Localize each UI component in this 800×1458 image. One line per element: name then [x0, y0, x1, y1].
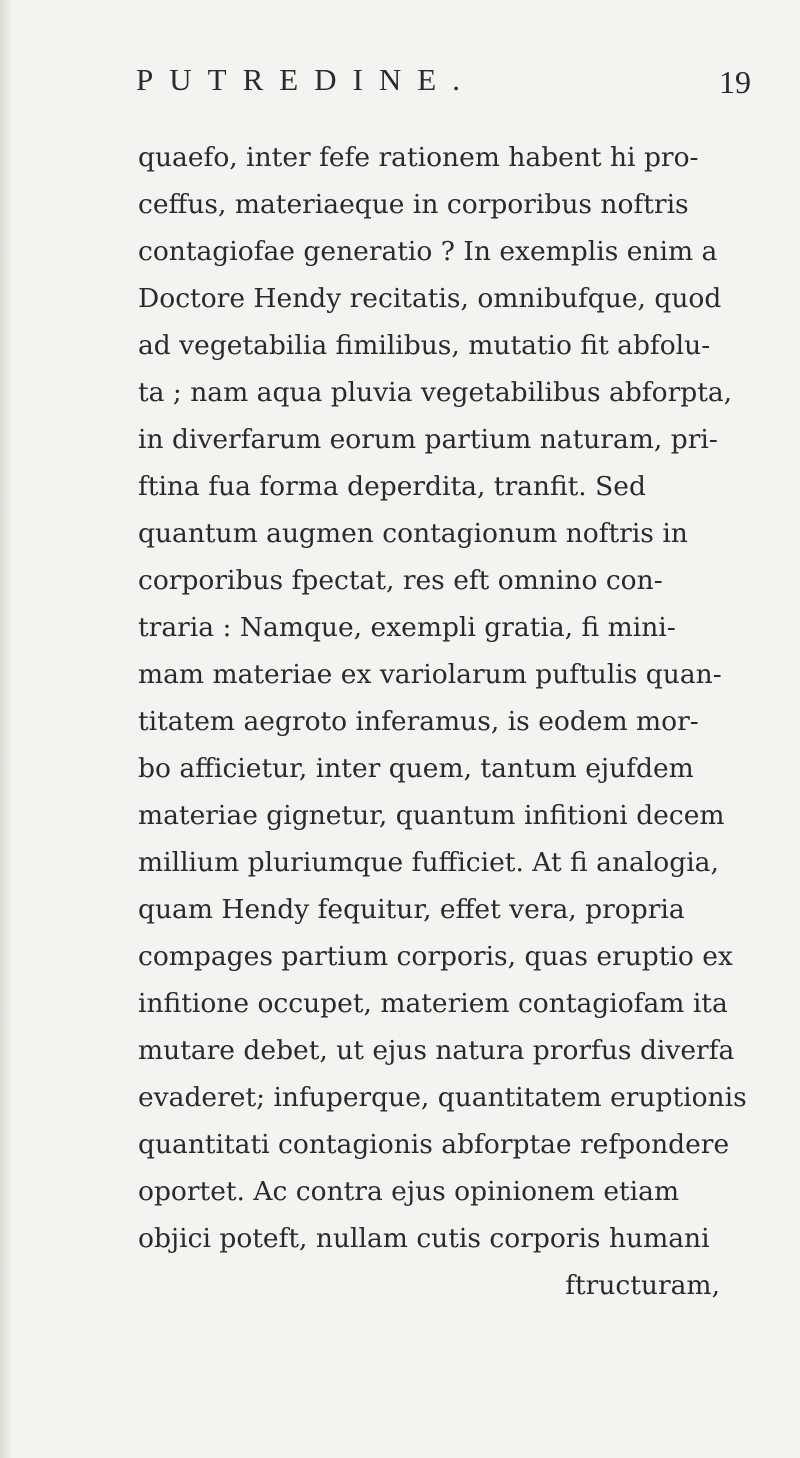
text-line: evaderet; infuperque, quantitatem eruptionis	[138, 1082, 747, 1113]
text-line: bo afficietur, inter quem, tantum ejufdem	[138, 753, 694, 784]
text-line: titatem aegroto inferamus, is eodem mor-	[138, 706, 699, 737]
text-line: mutare debet, ut ejus natura prorfus diverfa	[138, 1035, 735, 1066]
catchword: ftructuram,	[565, 1270, 720, 1301]
page-header	[0, 0, 800, 120]
text-line: mam materiae ex variolarum puftulis quan-	[138, 659, 722, 690]
text-line: oportet. Ac contra ejus opinionem etiam	[138, 1176, 680, 1207]
text-line: quam Hendy fequitur, effet vera, propria	[138, 894, 685, 925]
text-line: quaefo, inter fefe rationem habent hi pro-	[138, 142, 699, 173]
text-line: ad vegetabilia fimilibus, mutatio fit abfolu-	[138, 330, 711, 361]
body-text	[138, 134, 788, 1309]
text-line: corporibus fpectat, res eft omnino con-	[138, 565, 663, 596]
text-line: contagiofae generatio ? In exemplis enim a	[138, 236, 718, 267]
text-line: ta ; nam aqua pluvia vegetabilibus abforpta,	[138, 377, 733, 408]
text-line: traria : Namque, exempli gratia, fi mini-	[138, 612, 676, 643]
text-line: ceffus, materiaeque in corporibus noftris	[138, 189, 689, 220]
text-line: ftina fua forma deperdita, tranfit. Sed	[138, 471, 646, 502]
running-title: PUTREDINE.	[136, 62, 476, 97]
text-line: objici poteft, nullam cutis corporis humani	[138, 1223, 710, 1254]
text-line: materiae gignetur, quantum infitioni decem	[138, 800, 725, 831]
page-edge-shadow	[0, 0, 12, 1458]
text-line: quantitati contagionis abforptae refpondere	[138, 1129, 730, 1160]
text-line: compages partium corporis, quas eruptio ex	[138, 941, 733, 972]
text-line: Doctore Hendy recitatis, omnibufque, quod	[138, 283, 722, 314]
text-line: quantum augmen contagionum noftris in	[138, 518, 688, 549]
text-line: infitione occupet, materiem contagiofam ita	[138, 988, 728, 1019]
text-line: in diverfarum eorum partium naturam, pri-	[138, 424, 718, 455]
page-number: 19	[719, 64, 751, 100]
text-line: millium pluriumque fufficiet. At fi analogia,	[138, 847, 719, 878]
